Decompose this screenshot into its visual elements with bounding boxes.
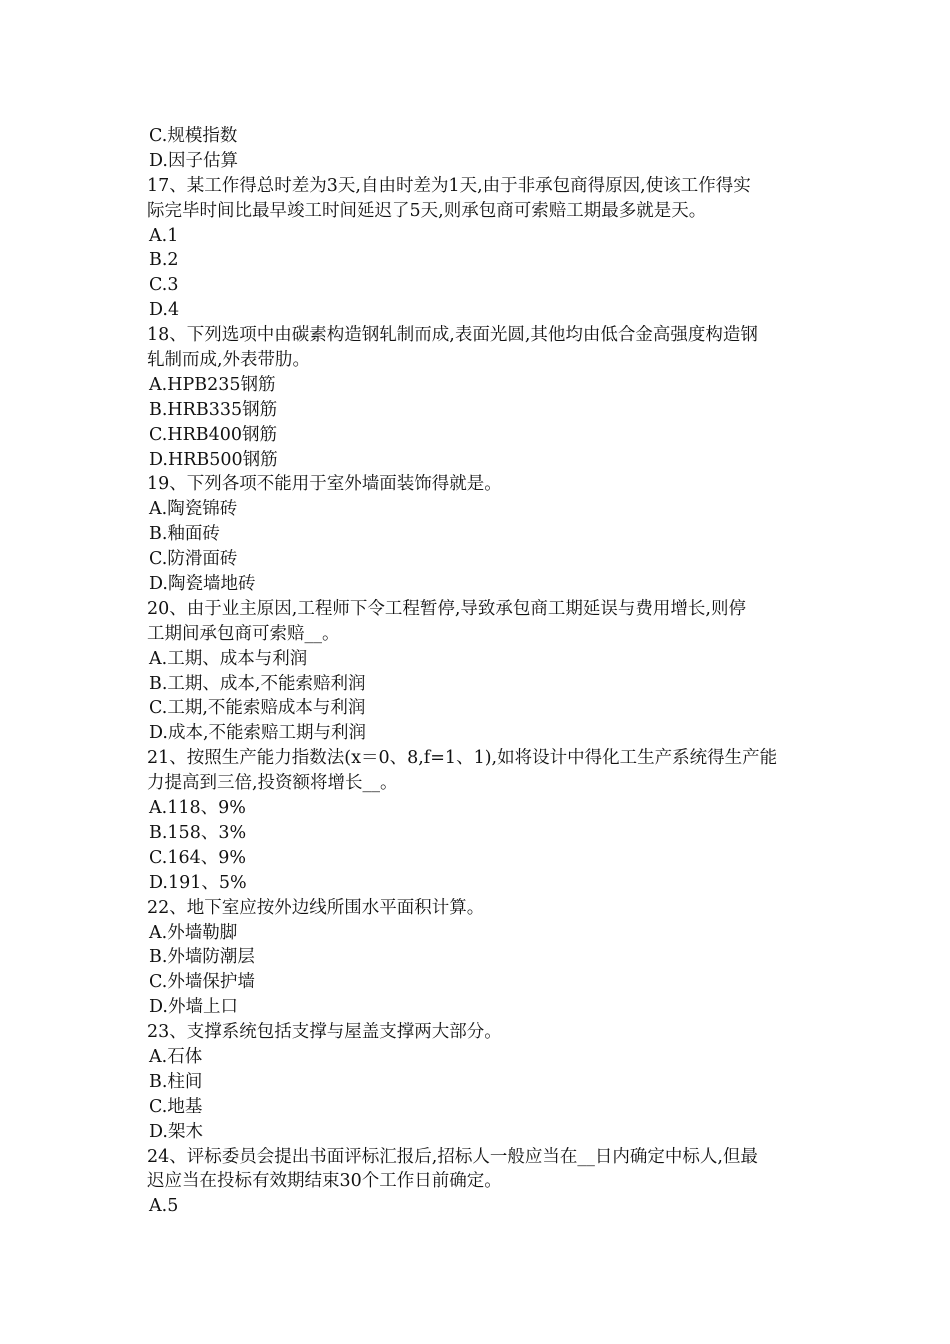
answer-option: A.陶瓷锦砖 <box>149 499 238 520</box>
answer-option: A.石体 <box>149 1046 203 1067</box>
question-stem-line: 际完毕时间比最早竣工时间延迟了5天,则承包商可索赔工期最多就是天。 <box>147 200 707 221</box>
question-stem-line: 23、支撑系统包括支撑与屋盖支撑两大部分。 <box>147 1022 502 1043</box>
answer-option: B.158、3% <box>149 822 247 843</box>
answer-option: B.釉面砖 <box>149 524 220 545</box>
question-stem-line: 20、由于业主原因,工程师下令工程暂停,导致承包商工期延误与费用增长,则停 <box>147 598 746 619</box>
answer-option: D.191、5% <box>149 872 247 893</box>
answer-option: B.2 <box>149 250 179 271</box>
answer-option: A.5 <box>149 1196 179 1217</box>
question-stem <box>147 597 809 647</box>
answer-option: D.陶瓷墙地砖 <box>149 574 256 595</box>
question-stem <box>147 472 809 497</box>
answer-option: A.1 <box>149 225 179 246</box>
answer-option: D.架木 <box>149 1121 203 1142</box>
answer-option: C.防滑面砖 <box>149 549 238 570</box>
answer-option: B.HRB335钢筋 <box>149 399 278 420</box>
question-stem-line: 24、评标委员会提出书面评标汇报后,招标人一般应当在__日内确定中标人,但最 <box>147 1146 758 1167</box>
question-stem <box>147 746 809 796</box>
question-stem <box>147 1020 809 1045</box>
answer-option: C.地基 <box>149 1096 203 1117</box>
answer-option: A.工期、成本与利润 <box>149 648 308 669</box>
answer-option: B.工期、成本,不能索赔利润 <box>149 673 366 694</box>
answer-option: B.外墙防潮层 <box>149 947 255 968</box>
question-stem-line: 18、下列选项中由碳素构造钢轧制而成,表面光圆,其他均由低合金高强度构造钢 <box>147 325 758 346</box>
answer-option: D.外墙上口 <box>149 997 238 1018</box>
question-stem <box>147 174 809 224</box>
answer-option: D.因子估算 <box>149 150 238 171</box>
answer-option: C.3 <box>149 275 179 296</box>
document-body <box>147 124 809 1219</box>
answer-option: B.柱间 <box>149 1071 203 1092</box>
answer-option: C.工期,不能索赔成本与利润 <box>149 698 366 719</box>
answer-option: A.外墙勒脚 <box>149 922 238 943</box>
question-stem <box>147 896 809 921</box>
question-stem-line: 17、某工作得总时差为3天,自由时差为1天,由于非承包商得原因,使该工作得实 <box>147 175 751 196</box>
answer-option: C.外墙保护墙 <box>149 972 255 993</box>
answer-option: A.118、9% <box>149 798 246 819</box>
answer-option: C.规模指数 <box>149 126 238 146</box>
question-stem-line: 19、下列各项不能用于室外墙面装饰得就是。 <box>147 474 502 495</box>
question-stem-line: 迟应当在投标有效期结束30个工作日前确定。 <box>147 1171 502 1192</box>
question-stem-line: 22、地下室应按外边线所围水平面积计算。 <box>147 897 485 918</box>
question-stem-line: 工期间承包商可索赔__。 <box>147 623 340 644</box>
question-stem-line: 21、按照生产能力指数法(x＝0、8,f=1、1),如将设计中得化工生产系统得生产能 <box>147 748 778 769</box>
answer-option: D.成本,不能索赔工期与利润 <box>149 723 367 744</box>
answer-option: C.164、9% <box>149 847 246 868</box>
answer-option: D.4 <box>149 300 180 321</box>
question-stem <box>147 323 809 373</box>
question-stem-line: 力提高到三倍,投资额将增长__。 <box>147 773 398 794</box>
question-stem <box>147 1145 809 1195</box>
answer-option: D.HRB500钢筋 <box>149 449 278 470</box>
answer-option: A.HPB235钢筋 <box>149 374 276 395</box>
question-stem-line: 轧制而成,外表带肋。 <box>147 350 311 371</box>
answer-option: C.HRB400钢筋 <box>149 424 278 445</box>
